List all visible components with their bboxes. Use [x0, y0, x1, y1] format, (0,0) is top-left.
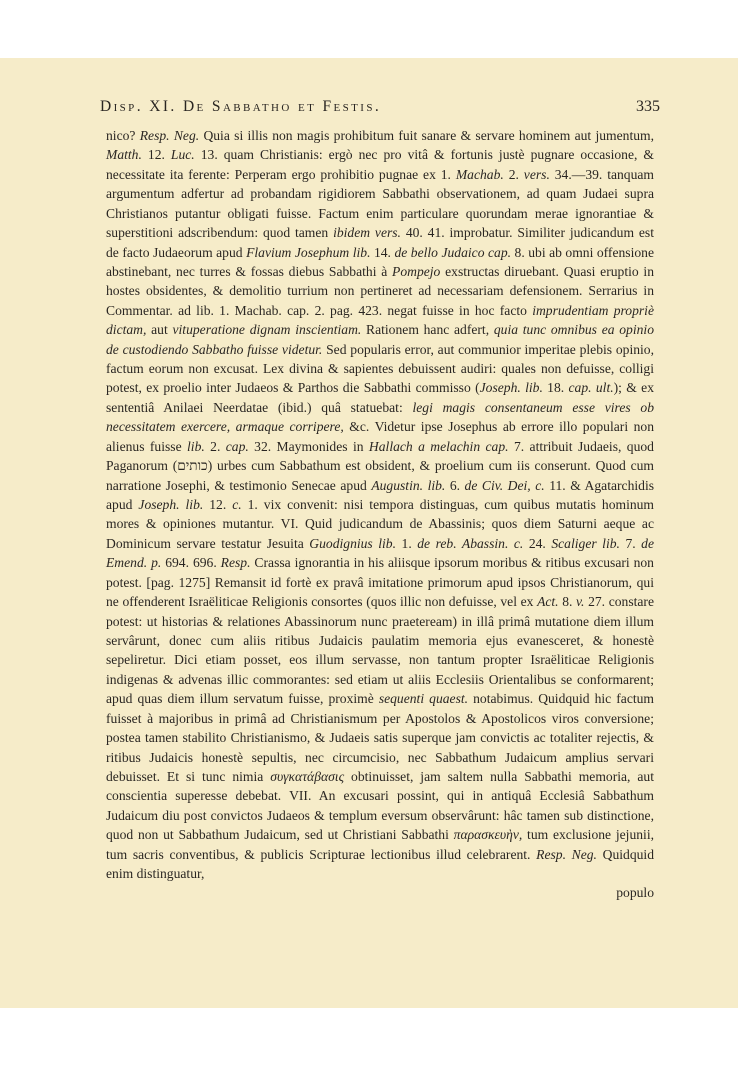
italic-segment: Joseph. lib. [138, 497, 204, 513]
italic-segment: legi magis consentaneum esse vires ob necessitatem exercere, armaque corripere, [106, 399, 654, 435]
text-segment: 1. [396, 535, 418, 551]
italic-segment: c. [232, 497, 242, 513]
text-segment: Crassa ignorantia in his aliisque ipsorum moribus & ritibus excusari non potest. [pag. 1275] Remansit id fortè ex pravâ imitatione primorum apud ipsos Christianorum, qui ne offenderent Israëliticae Religionis consortes (quos illic non defuisse, vel ex [106, 555, 654, 610]
text-segment: 1. vix convenit: nisi tempora distinguas, cum quibus mutatis hominum mores & opiniones mutantur. VI. Quid judicandum de Abassinis; quos diem Saturni aeque ac Dominicum servare testatur Jesuita [106, 497, 655, 551]
text-segment: 34.—39. tanquam argumentum adfertur ad probandam rigidiorem Sabbathi observationem, ad quam Judaei supra Christianos putantur obligati fuisse. Factum enim particulare quorundam merae ignorantiae & superstitioni adscribendum: quod tamen [106, 166, 655, 241]
italic-segment: vituperatione dignam inscientiam. [172, 322, 362, 338]
text-segment: 12. [203, 497, 233, 513]
text-segment: 14. [370, 244, 395, 260]
italic-segment: cap. [225, 438, 249, 454]
italic-segment: Act. [537, 594, 559, 610]
text-segment: 8. ubi ab omni offensione abstinebant, nec turres & fossas diebus Sabbathi à [106, 244, 654, 279]
text-segment: 7. [619, 535, 642, 551]
italic-segment: de reb. Abassin. c. [417, 535, 524, 551]
italic-segment: vers. [523, 166, 550, 182]
italic-segment: Machab. [455, 166, 504, 182]
text-segment: 40. 41. improbatur. Similiter judicandum est de facto Judaeorum apud [106, 225, 654, 260]
text-segment: Sed popularis error, aut communior imperitae plebis opinio, factum eorum non excusat. Lex divina & sapientes debuissent audiri: quales non defuisse, colligi potest, ex proelio inter Judaeos & Parthos die Sabbathi commisso ( [106, 341, 654, 396]
text-segment: &c. Videtur ipse Josephus ab errore illo populari non alienus fuisse [106, 419, 655, 454]
text-segment: 13. quam Christianis: ergò nec pro vitâ & fortunis justè pugnare occasione, & necessitate ita ferente: Perperam ergo prohibitio pugnae ex 1. [106, 147, 654, 182]
italic-segment: quia tunc omnibus ea opinio de custodiendo Sabbatho fuisse videtur. [106, 322, 654, 357]
book-page [0, 58, 738, 1008]
text-segment: Quidquid enim distinguatur, [106, 846, 654, 882]
italic-segment: Luc. [170, 147, 195, 163]
italic-segment: lib. [187, 438, 205, 454]
italic-segment: Augustin. lib. [371, 477, 446, 493]
italic-segment: Flavium Josephum lib. [246, 244, 371, 260]
italic-segment: παρασκευὴν, [453, 827, 523, 843]
italic-segment: sequenti quaest. [378, 691, 469, 707]
italic-segment: imprudentiam propriè dictam, [106, 302, 654, 338]
text-segment: nico? [106, 128, 140, 143]
text-segment: ); & ex sententiâ Anilaei Neerdatae (ibid.) quâ statuebat: [106, 380, 654, 415]
text-segment: 2. [204, 438, 226, 454]
italic-segment: Resp. [220, 555, 251, 571]
italic-segment: Matth. [106, 147, 142, 163]
text-segment: 6. [445, 477, 465, 493]
text-segment: 32. Maymonides in [248, 438, 369, 454]
italic-segment: Pompejo [392, 263, 441, 279]
text-segment: 11. & Agatarchidis apud [106, 477, 655, 513]
text-segment: obtinuisset, jam saltem nulla Sabbathi memoria, aut conscientia superesse debebat. VII. An excusari possint, qui in antiquâ Ecclesiâ Sabbathum Judaicum diu post convictos Judaeos & templum eversum observârunt: hâc tamen sub distinctione, quod non ut Sabbathum Judaicum, sed ut Christiani Sabbathi [106, 768, 654, 843]
italic-segment: de bello Judaico cap. [394, 244, 512, 260]
catchword: populo [616, 885, 654, 901]
main-paragraph [106, 126, 654, 883]
italic-segment: Joseph. lib. [479, 380, 543, 396]
body-text [106, 126, 654, 903]
text-segment: Quia si illis non magis prohibitum fuit sanare & servare hominem aut jumentum, [199, 128, 654, 143]
text-segment: 8. [558, 594, 577, 610]
italic-segment: cap. ult. [568, 380, 614, 396]
text-segment: tum exclusione jejunii, tum sacris conventibus, & publicis Scripturae lectionibus illud celebrarent. [106, 827, 654, 862]
italic-segment: ibidem vers. [333, 225, 401, 241]
text-segment: 27. constare potest: ut historias & relationes Abassinorum nunc praeteream) in illâ primâ mutatione diem illum servârunt, donec cum aliis ritibus Judaicis paulatim memoria ejus evanesceret, & honestè sepeliretur. Dici etiam posset, eos illum servasse, non tantum propter Israëliticae Religionis indigenas & advenas illic commorantes: sed etiam ut aliis Ecclesiis Orientalibus se conformarent; apud quas diem illum servatum fuisse, proximè [106, 594, 654, 707]
text-segment: 24. [523, 535, 552, 551]
italic-segment: de Emend. p. [106, 535, 655, 571]
text-segment: notabimus. Quidquid hic factum fuisset à majoribus in primâ ad Christianismum per Apostolos & Apostolicos viros conversione; postea tamen stabilito Christianismo, & Judaeis satis superque jam convictis ac totaliter rejectis, & ritibus Judaicis honestè sepultis, nec circumcisio, nec Sabbathum Judaicum amplius servari debuisset. Et si tunc nimia [106, 691, 654, 784]
text-segment: 18. [542, 380, 569, 396]
running-title: Disp. XI. De Sabbatho et Festis. [100, 98, 382, 115]
text-segment: 7. attribuit Judaeis, quod Paganorum (כותים) urbes cum Sabbathum est obsident, & proelium cum iis conserunt. Quod cum narratione Josephi, & testimonio Senecae apud [106, 438, 654, 493]
italic-segment: συγκατάβασις [270, 768, 345, 784]
text-segment: aut [146, 322, 173, 338]
italic-segment: v. [576, 594, 585, 610]
page-number: 335 [636, 98, 660, 115]
text-segment: 694. 696. [161, 555, 221, 571]
italic-segment: de Civ. Dei, [464, 477, 531, 493]
text-segment: exstructas diruebant. Quasi eruptio in hostes obsidentes, & demolitio turrium non pertineret ad necessariam defensionem. Serrarius in Commentar. ad lib. 1. Machab. cap. 2. pag. 423. negat fuisse in hoc facto [106, 263, 654, 318]
italic-segment: Resp. Neg. [139, 128, 200, 143]
italic-segment: Scaliger lib. [551, 535, 620, 551]
italic-segment: c. [535, 477, 545, 493]
text-segment: 2. [503, 166, 524, 182]
italic-segment: Hallach a melachin cap. [368, 438, 509, 454]
italic-segment: Resp. Neg. [536, 846, 597, 862]
italic-segment: Guodignius lib. [309, 535, 396, 551]
text-segment: 12. [141, 147, 171, 163]
page-header [100, 98, 660, 116]
text-segment: Rationem hanc adfert, [361, 322, 494, 338]
